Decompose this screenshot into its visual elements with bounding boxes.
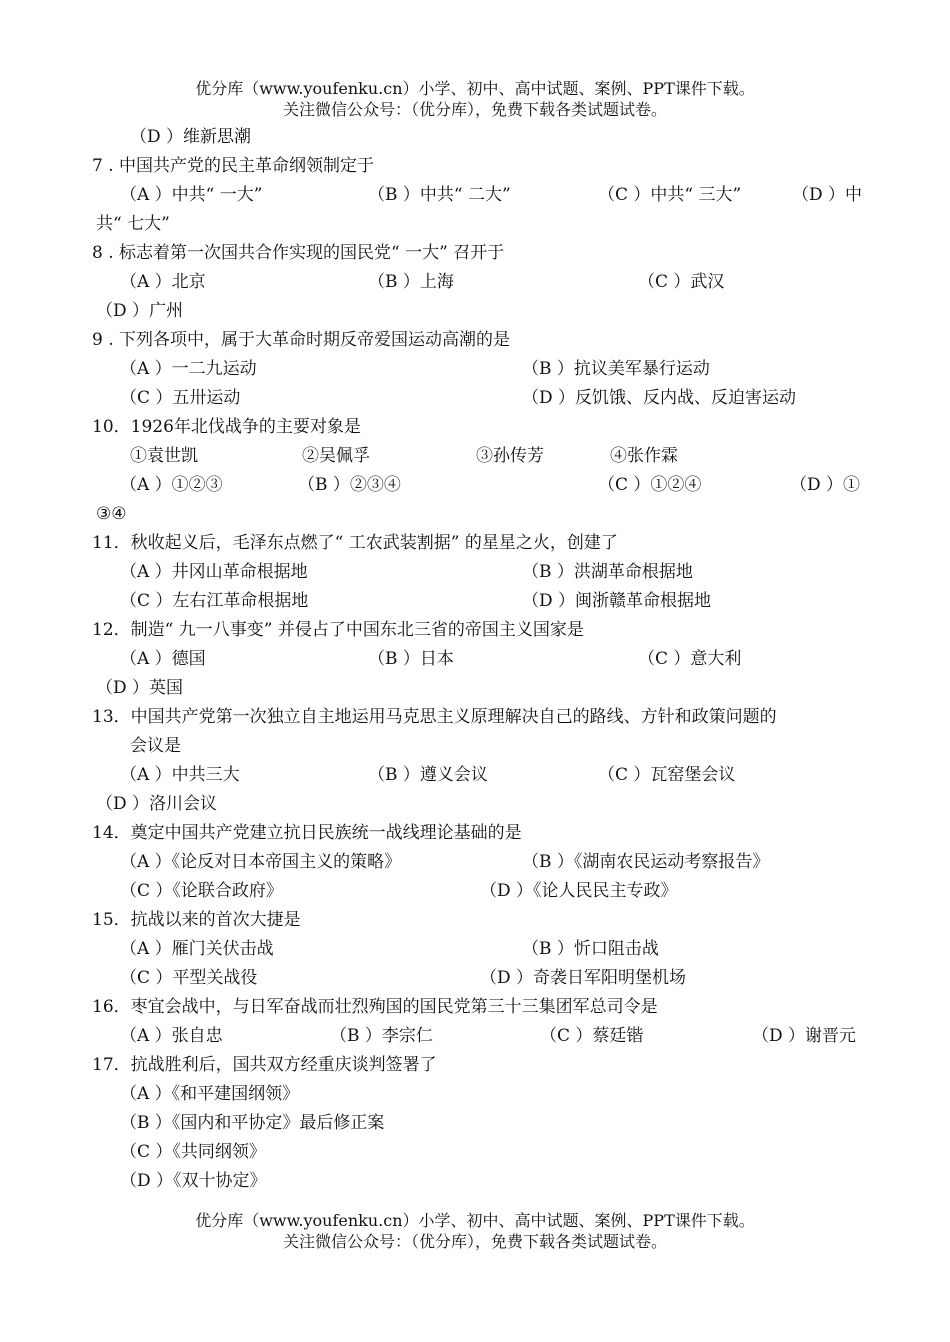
question-14-options-row1 — [0, 848, 950, 877]
question-10-option-wrap: ③④ — [96, 504, 127, 524]
question-12-stem: 12．制造“ 九一八事变” 并侵占了中国东北三省的帝国主义国家是 — [92, 620, 584, 640]
option-b: （B ）洪湖革命根据地 — [522, 562, 693, 582]
option-c: （C ）《论联合政府》 — [120, 881, 283, 901]
item-2: ②吴佩孚 — [302, 446, 370, 466]
question-8-stem: 8 . 标志着第一次国共合作实现的国民党“ 一大” 召开于 — [92, 243, 505, 263]
question-7-stem: 7 . 中国共产党的民主革命纲领制定于 — [92, 156, 375, 176]
question-16-stem: 16．枣宜会战中，与日军奋战而壮烈殉国的国民党第三十三集团军总司令是 — [92, 997, 658, 1017]
option-a: （A ）《论反对日本帝国主义的策略》 — [120, 852, 402, 872]
question-10-items — [0, 442, 950, 471]
option-b: （B ）遵义会议 — [368, 765, 488, 785]
option-d: （D ）奇袭日军阳明堡机场 — [480, 968, 687, 988]
option-c: （C ）五卅运动 — [120, 388, 241, 408]
question-13-option-d: （D ）洛川会议 — [96, 794, 218, 814]
option-a: （A ）张自忠 — [120, 1026, 223, 1046]
option-a: （A ）雁门关伏击战 — [120, 939, 274, 959]
option-d: （D ）① — [790, 475, 861, 495]
question-11-options-row2 — [0, 587, 950, 616]
item-3: ③孙传芳 — [476, 446, 544, 466]
question-14-options-row2 — [0, 877, 950, 906]
option-b: （B ）上海 — [368, 272, 454, 292]
item-4: ④张作霖 — [610, 446, 678, 466]
option-c: （C ）瓦窑堡会议 — [598, 765, 736, 785]
question-8-options — [0, 268, 950, 297]
option-b: （B ）忻口阻击战 — [522, 939, 659, 959]
option-c: （C ）蔡廷锴 — [540, 1026, 644, 1046]
option-b: （B ）②③④ — [298, 475, 401, 495]
option-a: （A ）北京 — [120, 272, 206, 292]
option-d: （D ）维新思潮 — [130, 127, 252, 147]
question-11-options-row1 — [0, 558, 950, 587]
option-b: （B ）中共“ 二大” — [368, 185, 511, 205]
question-list — [0, 123, 950, 1196]
question-9-options-row1 — [0, 355, 950, 384]
header-line-1: 优分库（www.youfenku.cn）小学、初中、高中试题、案例、PPT课件下载。 — [195, 79, 755, 98]
question-12-options — [0, 645, 950, 674]
option-c: （C ）武汉 — [638, 272, 725, 292]
question-15-options-row2 — [0, 964, 950, 993]
option-a: （A ）中共“ 一大” — [120, 185, 263, 205]
question-13-stem: 13．中国共产党第一次独立自主地运用马克思主义原理解决自己的路线、方针和政策问题的 — [92, 707, 777, 727]
item-1: ①袁世凯 — [130, 446, 198, 466]
option-b: （B ）日本 — [368, 649, 454, 669]
question-7-option-wrap: 共“ 七大” — [96, 214, 170, 234]
option-a: （A ）一二九运动 — [120, 359, 257, 379]
question-17-stem: 17．抗战胜利后，国共双方经重庆谈判签署了 — [92, 1055, 437, 1075]
question-13-stem-continued: 会议是 — [130, 736, 181, 756]
page-footer — [0, 1210, 950, 1252]
option-d: （D ）闽浙赣革命根据地 — [522, 591, 712, 611]
option-c: （C ）平型关战役 — [120, 968, 258, 988]
option-a: （A ）井冈山革命根据地 — [120, 562, 308, 582]
question-16-options — [0, 1022, 950, 1051]
option-c: （C ）左右江革命根据地 — [120, 591, 309, 611]
option-c: （C ）①②④ — [598, 475, 702, 495]
question-15-stem: 15．抗战以来的首次大捷是 — [92, 910, 301, 930]
option-d: （D ）中 — [792, 185, 863, 205]
page-header — [0, 78, 950, 120]
option-d: （D ）谢晋元 — [752, 1026, 857, 1046]
option-c: （C ）《共同纲领》 — [120, 1142, 266, 1162]
option-c: （C ）意大利 — [638, 649, 742, 669]
option-b: （B ）抗议美军暴行运动 — [522, 359, 710, 379]
carry-over-option — [0, 123, 950, 152]
option-d: （D ）反饥饿、反内战、反迫害运动 — [522, 388, 797, 408]
question-9-stem: 9 . 下列各项中，属于大革命时期反帝爱国运动高潮的是 — [92, 330, 511, 350]
question-15-options-row1 — [0, 935, 950, 964]
footer-line-2: 关注微信公众号：（优分库），免费下载各类试题试卷。 — [282, 1232, 667, 1251]
question-17-option-c-row — [0, 1138, 950, 1167]
footer-line-1: 优分库（www.youfenku.cn）小学、初中、高中试题、案例、PPT课件下载。 — [195, 1211, 755, 1230]
question-17-option-b-row — [0, 1109, 950, 1138]
option-a: （A ）①②③ — [120, 475, 223, 495]
question-10-stem: 10．1926年北伐战争的主要对象是 — [92, 417, 361, 437]
option-a: （A ）中共三大 — [120, 765, 240, 785]
question-10-options — [0, 471, 950, 500]
question-17-option-d-row — [0, 1167, 950, 1196]
question-11-stem: 11．秋收起义后，毛泽东点燃了“ 工农武装割据” 的星星之火，创建了 — [92, 533, 618, 553]
option-c: （C ）中共“ 三大” — [598, 185, 742, 205]
question-9-options-row2 — [0, 384, 950, 413]
question-13-options — [0, 761, 950, 790]
option-d: （D ）《论人民民主专政》 — [480, 881, 678, 901]
question-7-options — [0, 181, 950, 210]
question-12-option-d: （D ）英国 — [96, 678, 184, 698]
option-a: （A ）《和平建国纲领》 — [120, 1084, 300, 1104]
question-14-stem: 14．奠定中国共产党建立抗日民族统一战线理论基础的是 — [92, 823, 522, 843]
option-a: （A ）德国 — [120, 649, 206, 669]
option-b: （B ）《国内和平协定》最后修正案 — [120, 1113, 385, 1133]
option-b: （B ）李宗仁 — [330, 1026, 433, 1046]
option-b: （B ）《湖南农民运动考察报告》 — [522, 852, 770, 872]
question-17-option-a-row — [0, 1080, 950, 1109]
option-d: （D ）《双十协定》 — [120, 1171, 267, 1191]
question-8-option-d: （D ）广州 — [96, 301, 184, 321]
header-line-2: 关注微信公众号：（优分库），免费下载各类试题试卷。 — [282, 100, 667, 119]
